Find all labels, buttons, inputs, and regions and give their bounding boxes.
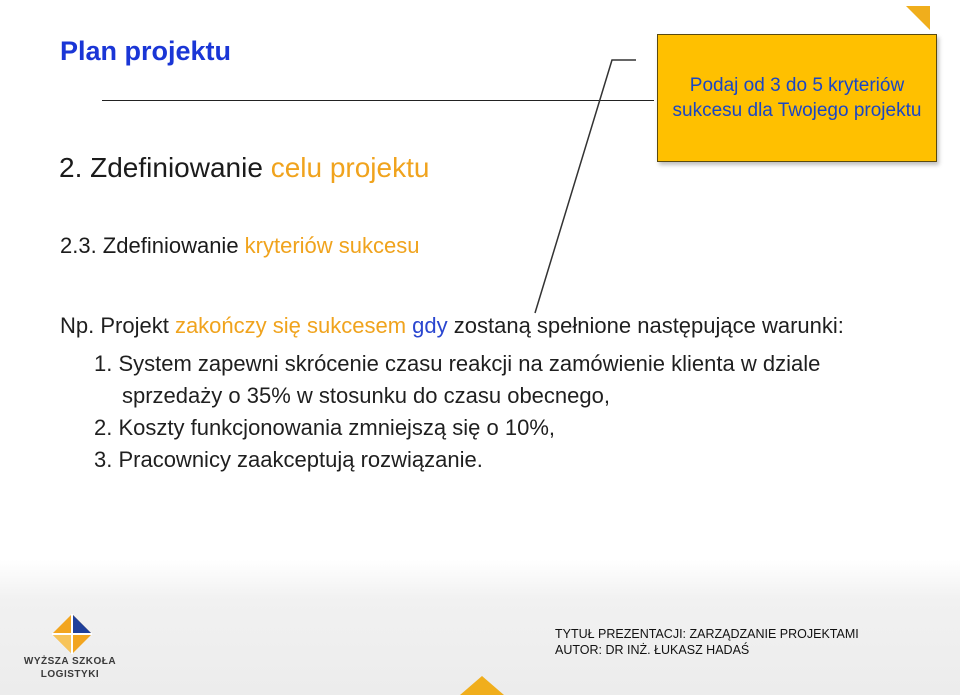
section-heading — [59, 152, 429, 184]
slide-title: Plan projektu — [60, 36, 232, 66]
footer-triangle-decoration — [460, 676, 504, 695]
title-underline — [102, 100, 654, 101]
subsection-heading-prefix: 2.3. Zdefiniowanie — [60, 233, 245, 258]
criterion-item: 1. System zapewni skrócenie czasu reakcji na zamówienie klienta w dziale sprzedaży o 35% w stosunku do czasu obecnego, — [94, 351, 821, 408]
criterion-item: 2. Koszty funkcjonowania zmniejszą się o 10%, — [94, 415, 556, 440]
intro-suffix: zostaną spełnione następujące warunki: — [447, 313, 844, 338]
university-logo — [20, 612, 120, 682]
logo-text-line1: WYŻSZA SZKOŁA — [23, 656, 117, 667]
presentation-title: TYTUŁ PREZENTACJI: ZARZĄDZANIE PROJEKTAMI — [555, 627, 859, 641]
subsection-heading — [60, 233, 420, 259]
footer-info — [555, 626, 859, 658]
criteria-list — [60, 348, 860, 476]
intro-accent: zakończy się sukcesem — [174, 313, 407, 338]
presentation-author: AUTOR: DR INŻ. ŁUKASZ HADAŚ — [555, 643, 750, 657]
subsection-heading-accent: kryteriów sukcesu — [244, 233, 420, 258]
callout-box — [657, 34, 937, 162]
callout-text: Podaj od 3 do 5 kryteriów sukcesu dla Twojego projektu — [672, 74, 922, 121]
logo-text-line2: LOGISTYKI — [40, 669, 100, 680]
intro-prefix: Np. Projekt — [60, 313, 175, 338]
intro-paragraph — [60, 310, 860, 342]
criterion-item: 3. Pracownicy zaakceptują rozwiązanie. — [94, 447, 483, 472]
section-heading-accent: celu projektu — [270, 152, 430, 183]
corner-triangle-decoration — [906, 6, 930, 30]
intro-blue: gdy — [412, 313, 448, 338]
slide-body — [60, 310, 860, 476]
section-heading-prefix: 2. Zdefiniowanie — [59, 152, 271, 183]
logo-diamond-icon — [50, 612, 94, 656]
